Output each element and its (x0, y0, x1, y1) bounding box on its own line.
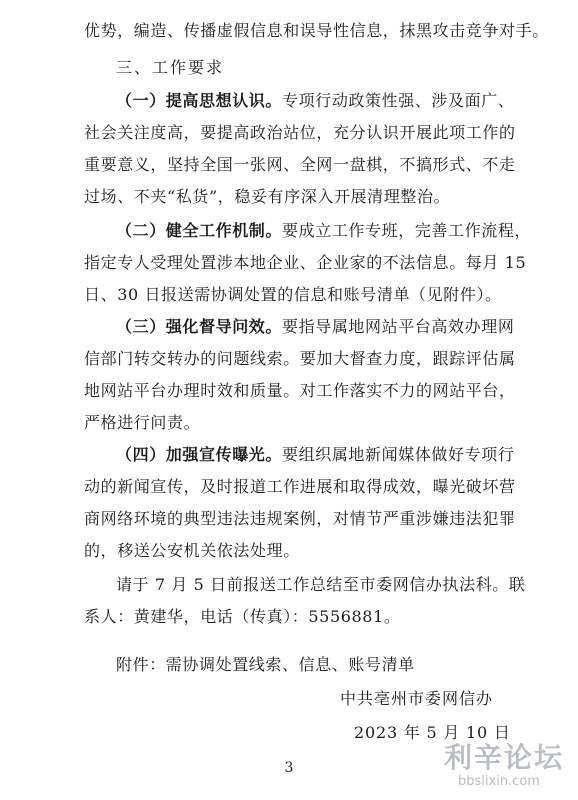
watermark-url: bbslixin.com (458, 774, 540, 789)
attachment-line: 附件：需协调处置线索、信息、账号清单 (116, 655, 415, 674)
paragraph-text: 要组织属地新闻媒体做好专项行 (282, 445, 515, 464)
signature-org: 中共亳州市委网信办 (340, 689, 494, 708)
text-line: 过场、不夹“私货”，稳妥有序深入开展清理整治。 (84, 187, 451, 206)
text-line: 社会关注度高，要提高政治站位，充分认识开展此项工作的 (84, 123, 516, 142)
text-line: 信部门转交转办的问题线索。要加大督查力度，跟踪评估属 (84, 349, 516, 368)
section-heading: 三、工作要求 (116, 58, 225, 77)
text-line: 请于 7 月 5 日前报送工作总结至市委网信办执法科。联 (116, 575, 526, 594)
paragraph-first-line (116, 220, 556, 242)
signature-date: 2023 年 5 月 10 日 (354, 723, 511, 742)
paragraph-heading: （二）健全工作机制。 (116, 221, 283, 240)
paragraph-text: 要成立工作专班，完善工作流程， (282, 221, 532, 240)
paragraph-first-line (116, 316, 556, 338)
paragraph-text: 要指导属地网站平台高效办理网 (282, 317, 515, 336)
paragraph-heading: （四）加强宣传曝光。 (116, 445, 283, 464)
watermark-logo-text: 利辛论坛 (444, 741, 565, 774)
text-line: 商网络环境的典型违法违规案例，对情节严重涉嫌违法犯罪 (84, 509, 516, 528)
text-line: 动的新闻宣传，及时报道工作进展和取得成效，曝光破坏营 (84, 477, 516, 496)
text-line: 严格进行问责。 (84, 413, 201, 432)
text-line: 系人：黄建华，电话（传真）：5556881。 (84, 607, 401, 626)
text-line: 重要意义，坚持全国一张网、全网一盘棋，不搞形式、不走 (84, 155, 516, 174)
page-number: 3 (284, 760, 294, 776)
watermark-logo (444, 736, 574, 800)
paragraph-first-line (116, 90, 556, 112)
paragraph-heading: （三）强化督导问效。 (116, 317, 283, 336)
paragraph-first-line (116, 444, 556, 466)
text-line: 优势，编造、传播虚假信息和误导性信息，抹黑攻击竞争对手。 (84, 21, 549, 40)
paragraph-heading: （一）提高思想认识。 (116, 91, 283, 110)
text-line: 地网站平台办理时效和质量。对工作落实不力的网站平台， (84, 381, 516, 400)
text-line: 的，移送公安机关依法处理。 (84, 541, 300, 560)
text-line: 指定专人受理处置涉本地企业、企业家的不法信息。每月 15 (84, 253, 527, 272)
text-line: 日、30 日报送需协调处置的信息和账号清单（见附件）。 (84, 285, 502, 304)
paragraph-text: 专项行动政策性强、涉及面广、 (282, 91, 515, 110)
